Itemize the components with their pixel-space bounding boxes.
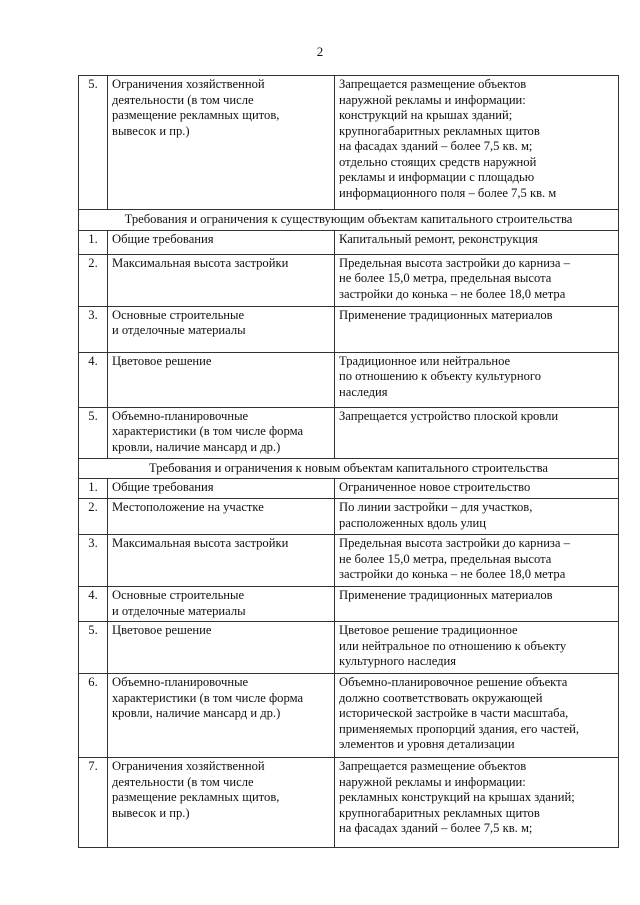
requirement-name-line: Основные строительные — [112, 307, 245, 322]
requirement-value-line: рекламных конструкций на крышах зданий; — [339, 790, 575, 804]
requirement-name-line: размещение рекламных щитов, — [112, 790, 280, 804]
requirement-name-line: и отделочные материалы — [112, 603, 246, 618]
requirement-value-line: отдельно стоящих средств наружной — [339, 154, 537, 169]
table-row — [79, 306, 619, 352]
requirement-value-line: наружной рекламы и информации: — [339, 92, 526, 107]
requirement-name-line: характеристики (в том числе форма — [112, 690, 304, 705]
requirement-value-line: на фасадах зданий – более 7,5 кв. м; — [339, 139, 533, 153]
requirement-value-line: исторической застройке в части масштаба, — [339, 706, 569, 720]
requirements-table-body — [79, 76, 619, 848]
requirement-value-line: Применение традиционных материалов — [339, 307, 553, 322]
requirement-value-line: не более 15,0 метра, предельная высота — [339, 271, 552, 285]
requirement-value-line: рекламы и информации с площадью — [339, 170, 535, 184]
requirement-value-cell — [335, 407, 619, 458]
requirement-value-line: Предельная высота застройки до карниза – — [339, 536, 570, 550]
requirement-value-line: Традиционное или нейтральное — [339, 353, 511, 368]
row-number: 5. — [79, 407, 108, 458]
requirement-name-line: деятельности (в том числе — [112, 92, 254, 107]
requirements-table — [78, 75, 619, 848]
section-title: Требования и ограничения к существующим объектам капитального строительства — [79, 210, 619, 231]
requirement-value-line: Запрещается размещение объектов — [339, 77, 527, 91]
row-number: 5. — [79, 76, 108, 210]
requirement-value-line: на фасадах зданий – более 7,5 кв. м; — [339, 821, 533, 835]
requirement-name-cell — [108, 230, 335, 254]
requirement-value-line: должно соответствовать окружающей — [339, 690, 543, 705]
requirement-name-line: Общие требования — [112, 480, 214, 494]
section-title: Требования и ограничения к новым объектам капитального строительства — [79, 458, 619, 479]
requirement-name-cell — [108, 254, 335, 306]
requirement-value-cell — [335, 758, 619, 848]
requirement-name-cell — [108, 674, 335, 758]
requirement-value-line: не более 15,0 метра, предельная высота — [339, 551, 552, 566]
requirement-value-line: Применение традиционных материалов — [339, 588, 553, 602]
requirement-value-line: информационного поля – более 7,5 кв. м — [339, 185, 557, 200]
requirement-value-line: Капитальный ремонт, реконструкция — [339, 231, 538, 246]
requirement-name-cell — [108, 76, 335, 210]
requirement-value-line: применяемых пропорций здания, его частей, — [339, 721, 580, 736]
requirement-value-line: крупногабаритных рекламных щитов — [339, 805, 540, 820]
requirement-value-line: Запрещается устройство плоской кровли — [339, 408, 559, 423]
table-row — [79, 407, 619, 458]
requirement-name-line: Цветовое решение — [112, 353, 212, 368]
requirement-name-cell — [108, 758, 335, 848]
requirement-value-line: застройки до конька – не более 18,0 метра — [339, 567, 566, 581]
requirement-name-cell — [108, 535, 335, 587]
requirement-value-line: расположенных вдоль улиц — [339, 515, 486, 530]
row-number: 2. — [79, 499, 108, 535]
requirement-value-line: Предельная высота застройки до карниза – — [339, 255, 570, 270]
row-number: 4. — [79, 587, 108, 622]
table-row — [79, 352, 619, 407]
requirement-value-cell — [335, 254, 619, 306]
row-number: 5. — [79, 622, 108, 674]
row-number: 4. — [79, 352, 108, 407]
requirement-value-cell — [335, 587, 619, 622]
row-number: 2. — [79, 254, 108, 306]
requirement-value-cell — [335, 479, 619, 499]
requirement-name-line: Общие требования — [112, 231, 214, 246]
requirement-value-line: Ограниченное новое строительство — [339, 480, 531, 494]
requirement-name-cell — [108, 306, 335, 352]
requirement-value-cell — [335, 306, 619, 352]
requirement-value-line: крупногабаритных рекламных щитов — [339, 123, 540, 138]
requirement-name-line: и отделочные материалы — [112, 323, 246, 337]
table-row — [79, 254, 619, 306]
requirement-name-line: размещение рекламных щитов, — [112, 108, 280, 122]
table-row — [79, 230, 619, 254]
row-number: 7. — [79, 758, 108, 848]
requirement-name-line: Максимальная высота застройки — [112, 536, 289, 550]
requirement-value-line: застройки до конька – не более 18,0 метра — [339, 286, 566, 301]
requirement-name-cell — [108, 587, 335, 622]
table-row — [79, 76, 619, 210]
requirement-name-cell — [108, 352, 335, 407]
table-row — [79, 674, 619, 758]
requirement-value-cell — [335, 76, 619, 210]
requirement-name-line: характеристики (в том числе форма — [112, 424, 304, 438]
section-header-row — [79, 210, 619, 231]
requirement-value-line: элементов и уровня детализации — [339, 737, 515, 751]
table-row — [79, 758, 619, 848]
requirement-name-line: Основные строительные — [112, 588, 245, 602]
requirement-name-line: Цветовое решение — [112, 623, 212, 637]
requirement-value-line: наследия — [339, 384, 388, 399]
requirement-name-line: Ограничения хозяйственной — [112, 77, 265, 91]
table-row — [79, 479, 619, 499]
requirement-value-cell — [335, 352, 619, 407]
requirement-value-line: Цветовое решение традиционное — [339, 623, 518, 637]
requirement-name-line: Максимальная высота застройки — [112, 255, 289, 270]
row-number: 6. — [79, 674, 108, 758]
requirement-name-line: Местоположение на участке — [112, 500, 264, 514]
requirement-value-line: или нейтральное по отношению к объекту — [339, 638, 567, 653]
row-number: 3. — [79, 306, 108, 352]
requirement-value-cell — [335, 499, 619, 535]
requirement-name-line: кровли, наличие мансард и др.) — [112, 439, 281, 454]
table-row — [79, 499, 619, 535]
requirement-name-line: кровли, наличие мансард и др.) — [112, 706, 281, 720]
row-number: 1. — [79, 230, 108, 254]
requirement-value-line: конструкций на крышах зданий; — [339, 108, 513, 122]
requirement-name-cell — [108, 407, 335, 458]
row-number: 3. — [79, 535, 108, 587]
requirement-name-line: Ограничения хозяйственной — [112, 759, 265, 773]
requirement-value-cell — [335, 535, 619, 587]
section-header-row — [79, 458, 619, 479]
requirement-name-line: вывесок и пр.) — [112, 805, 190, 820]
row-number: 1. — [79, 479, 108, 499]
table-row — [79, 622, 619, 674]
requirement-name-line: Объемно-планировочные — [112, 408, 249, 423]
requirement-value-line: наружной рекламы и информации: — [339, 774, 526, 789]
requirement-value-line: Запрещается размещение объектов — [339, 759, 527, 773]
requirement-name-line: деятельности (в том числе — [112, 774, 254, 789]
requirement-value-line: По линии застройки – для участков, — [339, 500, 533, 514]
requirement-value-cell — [335, 674, 619, 758]
requirement-value-line: культурного наследия — [339, 654, 457, 668]
requirement-value-line: Объемно-планировочное решение объекта — [339, 675, 568, 689]
requirement-name-cell — [108, 622, 335, 674]
page-number: 2 — [316, 44, 324, 59]
requirement-name-line: Объемно-планировочные — [112, 675, 249, 689]
requirement-name-cell — [108, 499, 335, 535]
table-row — [79, 587, 619, 622]
requirement-name-cell — [108, 479, 335, 499]
requirement-value-line: по отношению к объекту культурного — [339, 369, 542, 383]
table-row — [79, 535, 619, 587]
requirement-name-line: вывесок и пр.) — [112, 123, 190, 138]
requirement-value-cell — [335, 622, 619, 674]
requirement-value-cell — [335, 230, 619, 254]
